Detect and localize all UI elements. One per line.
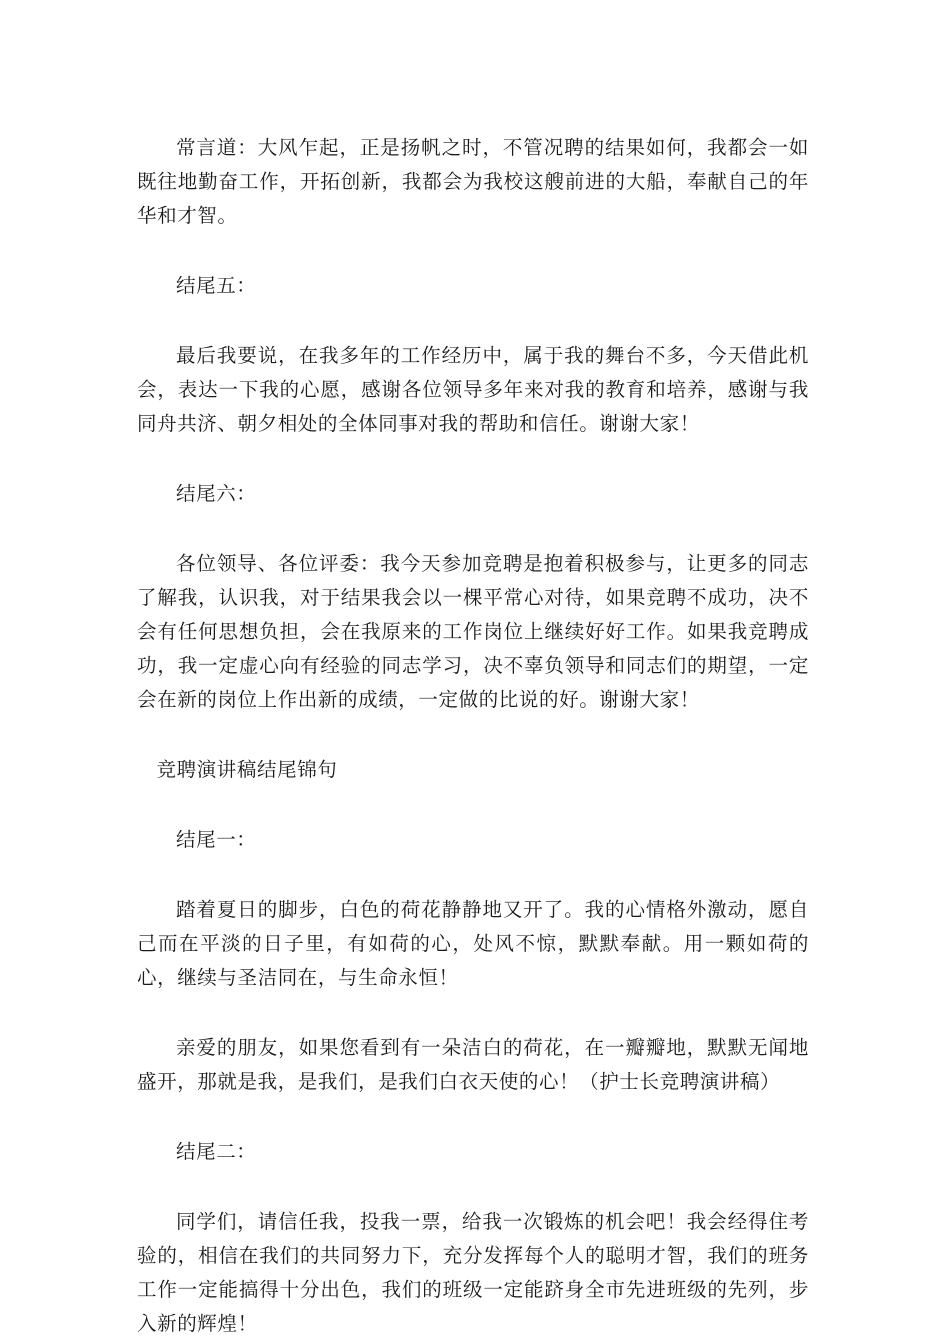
paragraph-ending-one-b: 亲爱的朋友，如果您看到有一朵洁白的荷花，在一瓣瓣地，默默无闻地盛开，那就是我，是我们，是我们白衣天使的心！（护士长竞聘演讲稿）	[137, 1036, 809, 1093]
paragraph-gap	[137, 1169, 809, 1205]
paragraph-gap	[137, 1099, 809, 1135]
paragraph-closing-intro: 常言道：大风乍起，正是扬帆之时，不管况聘的结果如何，我都会一如既往地勤奋工作，开拓创新，我都会为我校这艘前进的大船，奉献自己的年华和才智。	[137, 136, 809, 227]
paragraph-gap	[137, 303, 809, 339]
paragraph-gap	[137, 857, 809, 893]
section-title: 竞聘演讲稿结尾锦句	[156, 758, 338, 781]
paragraph-ending-one-a: 踏着夏日的脚步，白色的荷花静静地又开了。我的心情格外激动，愿自己而在平淡的日子里，有如荷的心，处风不惊，默默奉献。用一颗如荷的心，继续与圣洁同在，与生命永恒！	[137, 898, 809, 989]
paragraph-gap	[137, 511, 809, 547]
heading-ending-two: 结尾二：	[176, 1140, 257, 1163]
heading-ending-one: 结尾一：	[176, 828, 257, 851]
heading-ending-five: 结尾五：	[176, 274, 257, 297]
paragraph-gap	[137, 787, 809, 823]
paragraph-gap	[137, 995, 809, 1031]
paragraph-ending-five: 最后我要说，在我多年的工作经历中，属于我的舞台不多，今天借此机会，表达一下我的心愿，感谢各位领导多年来对我的教育和培养，感谢与我同舟共济、朝夕相处的全体同事对我的帮助和信任。谢谢大家！	[137, 344, 809, 435]
paragraph-gap	[137, 233, 809, 269]
document-page	[137, 131, 809, 1341]
paragraph-ending-two: 同学们，请信任我，投我一票，给我一次锻炼的机会吧！我会经得住考验的，相信在我们的共同努力下，充分发挥每个人的聪明才智，我们的班务工作一定能搞得十分出色，我们的班级一定能跻身全市先进班级的先列，步入新的辉煌！	[137, 1210, 809, 1335]
paragraph-gap	[137, 441, 809, 477]
paragraph-gap	[137, 717, 809, 753]
paragraph-ending-six: 各位领导、各位评委：我今天参加竞聘是抱着积极参与，让更多的同志了解我，认识我，对于结果我会以一棵平常心对待，如果竞聘不成功，决不会有任何思想负担，会在我原来的工作岗位上继续好好工作。如果我竞聘成功，我一定虚心向有经验的同志学习，决不辜负领导和同志们的期望，一定会在新的岗位上作出新的成绩，一定做的比说的好。谢谢大家！	[137, 552, 809, 711]
heading-ending-six: 结尾六：	[176, 482, 257, 505]
